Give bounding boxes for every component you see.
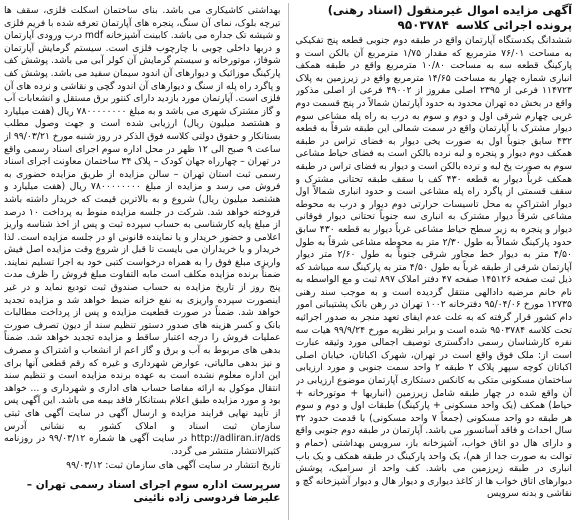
notice-columns [4, 3, 572, 520]
notice-column-left [4, 3, 281, 520]
file-number: ۹۵۰۳۷۸۴ [397, 18, 449, 32]
release-date-line [4, 460, 281, 473]
column-divider [288, 3, 289, 520]
notice-column-right [296, 3, 573, 520]
notice-body-left: بهداشتی کاشیکاری می باشد. بنای ساختمان اسکلت فلزی، سقف ها تیرچه بلوک، نمای آن سنگ، پنجره های آپارتمان تعرفه شده با فریم فلزی و شیشه تک جداره می باشد. کابینت آشپزخانه mdf درب ورودی آپارتمان و دربها داخلی چوبی با چارچوب فلزی است. سیستم گرمایش آپارتمان شوفاژ، موتورخانه و سیستم گرمایش آن کولر آبی می باشد. پوشش کف پارکینگ موزائیک و دیوارهای آن اندود سیمان سفید می باشد. پوشش کف و پاگرد راه پله از سنگ و دیوارهای آن اندود گچی و نقاشی و نرده های آن فلزی است. آپارتمان مورد بازدید دارای کنتور برق مستقل و انشعابات آب و گاز مشترک شهری می باشد و به مبلغ ۷۸۰۰۰۰۰۰۰۰ ریال (هفت میلیارد و هشتصد میلیون ریال) ارزیابی شده است و جهت وصول مطلب بستانکار و حقوق دولتی کلاسه فوق الذکر در روز شنبه مورخ ۹۹/۰۳/۲۱ از ساعت ۹ صبح الی ۱۲ ظهر در محل اداره سوم اجرای اسناد رسمی واقع در تهران – چهارراه جهان کودک – پلاک ۳۴ ساختمان معاونت اجرای اسناد رسمی ثبت استان تهران – سالن مزایده از طریق مزایده حضوری به فروش می رسد و مزایده از مبلغ ۷۸۰۰۰۰۰۰۰۰ ریال (هفت میلیارد و هشتصد میلیون ریال) شروع و به بالاترین قیمت که خریدار داشته باشد فروخته خواهد شد. شرکت در جلسه مزایده منوط به پرداخت ۱۰ درصد از مبلغ پایه کارشناسی به حساب سپرده ثبت و پس از اخذ شناسه واریز اعلامی و حضور خریدار و یا نماینده قانونی او در جلسه مزایده است. لذا خریدار و یا خریداران می بایست تا قبل از شروع وقت مزایده اصل فیش واریزی مبلغ فوق را به همراه درخواست کتبی خود به اجرا تسلیم نمایند. ضمناً برنده مزایده مکلف است مابه التفاوت مبلغ فروش را ظرف مدت پنج روز از تاریخ مزایده به حساب صندوق ثبت تودیع نماید و در غیر اینصورت سپرده واریزی به نفع خزانه ضبط خواهد شد و مزایده تجدید خواهد شد. ضمناً در صورت قطعیت مزایده و پس از پرداخت مطالبات بانک و کسر هزینه های صدور دستور تنظیم سند از دیون تصرف صورت عملیات فروش را درجه اعتبار ساقط و مزایده تجدید خواهد شد. ضمناً بدهی های مربوط به آب و برق و گاز اعم از انشعاب و اشتراک و مصرف و نیز بدهی مالیاتی، عوارض شهرداری و غیره که رقم قطعی آنها برای این اداره معلوم نشده است به عهده برنده مزایده است و تنظیم سند انتقال موکول به ارائه مفاصا حساب های اداری و شهرداری و ... خواهد بود و مورد مزایده طبق اعلام بستانکار فاقد بیمه می باشد. این آگهی پس از تأیید نهایی فرایند مزایده و ارسال آگهی در سایت آگهی های ثبتی سازمان ثبت اسناد و املاک کشور به نشانی آدرس http://adliran.ir/ads در سایت آگهی ها شماره ۹۹/۰۳/۱۲ در روزنامه کثیرالانتشار منتشر می گردد. [4, 5, 281, 457]
release-date-value: ۹۹/۰۳/۱۲ [66, 460, 103, 472]
notice-title [296, 3, 573, 33]
release-date-label: تاریخ انتشار در سایت آگهی های سازمان ثبت: [105, 460, 281, 472]
signature-line: سرپرست اداره سوم اجرای اسناد رسمی تهران – علیرضا فردوسی زاده نائینی [26, 478, 281, 505]
notice-body-right: ششدانگ یکدستگاه آپارتمان واقع در طبقه دوم جنوبی قطعه پنج تفکیکی به مساحت ۷۶/۰۱ مترمربع که مقدار ۱/۷۵ مترمربع آن بالکن است و پارکینگ قطعه سه به مساحت ۱۰/۸۰ مترمربع واقع در طبقه همکف انباری شماره چهار به مساحت ۱۴/۶۵ مترمربع واقع در زیرزمین به پلاک ۱۱۴۷۲۳ فرعی از ۲۳۹۵ اصلی مفروز از ۴۹۰۰۲ فرعی از اصلی مذکور واقع در بخش ده تهران محدود به حدود آپارتمان شمالاً در پنج قسمت دوم غربی چهارم شرقی اول و دوم و سوم به درب به راه پله مشاعی سوم دیوار مشترک با آپارتمان واقع در سمت شمالی این طبقه شرقاً به قطعه ۴۳۲ سابق جنوباً اول به صورت یخی دیوار به فضای تراس در طبقه همکف دوم دیوار و پنجره و لبه نرده بالکن است به فضای حیاط مشاعی سوم به صورت پخ لبه و نرده بالکن است و دیوار به فضای تراس در طبقه همکف غرباً دیوار به قطعه ۴۳۰ کف با سقف طبقه تحتانی مشترک و سقف قسمتی از پاگرد راه پله مشاعی است و حدود انباری شمالاً اول دیوار اشتراکی به محل تاسیسات حرارتی دوم دیوار و درب به محوطه مشاعی شرقاً دیوار مشترک به انباری سه جنوباً تحتانی دیوار فوقانی دیوار و پنجره به زیر سطح حیاط مشاعی غرباً دیوار به قطعه ۴۳۰ سابق حدود پارکینگ شمالاً به طول ۲/۳۰ متر به محوطه مشاعی شرقاً به طول ۴/۵۰ متر به دیوار خط مجاور شرقی جنوباً به طول ۲/۶۰ متر دیوار آپارتمان شرقی از طبقه غرباً به طول ۴/۵۰ متر به پارکینگ سه میباشد که ذیل ثبت صفحه ۱۴۵۱۲۶ صفحه ۴۷ دفتر املاک ۸۹۷ ثبت و مع الواسطه به نام خانم مرضیه دادالهی منتقل گردیده است و به موجب سند رهنی ۱۲۷۳۵ مورخ ۹۵/۰۴/۰۶ دفترخانه ۱۰۰۲ تهران در رهن بانک پشتیبانی امور دام کشور قرار گرفته که به علت عدم ایفای تعهد منجر به صدور اجرائیه تحت کلاسه ۹۵۰۳۷۸۴ شده است و برابر نظریه مورخ ۹۹/۹/۲۴ هیات سه نفره کارشناسان رسمی دادگستری توصیف اجمالی مورد وثیقه عبارت است از: ملک فوق واقع است در تهران، شهرک اکباتان، خیابان اصلی اکباتان کوچه سپهر پلاک ۲ طبقه ۲ واحد سمت جنوبی و مورد ارزیابی ساختمان مسکونی متکی به کانکس دستکاری آپارتمان موضوع ارزیابی در آن واقع شده در چهار طبقه شامل زیرزمین (انباریها + موتورخانه + حیاط) همکف (یک واحد مسکونی + پارکینگ) طبقات اول و دوم و سوم هر طبقه دو واحد مسکونی (جمعاً ۷ واحد مسکونی) با قدمت حدود ۳۲ سال احداث و فاقد آسانسور می باشد. آپارتمان در طبقه دوم جنوبی واقع و دارای هال دو اتاق خواب، آشپزخانه باز، سرویس بهداشتی (حمام و توالت به صورت جدا از هم)، یک واحد پارکینگ در طبقه همکف و یک باب انباری در طبقه زیرزمین می باشد. کف واحد از سرامیک، پوشش دیوارهای اتاق خواب ها از کاغذ دیواری و دیوار هال و دیوار آشپزخانه گچ و نقاشی و بدنه سرویس [295, 35, 572, 500]
notice-title-text: آگهی مزایده اموال غیرمنقول (اسناد رهنی) پرونده اجرائی کلاسه [327, 3, 572, 32]
